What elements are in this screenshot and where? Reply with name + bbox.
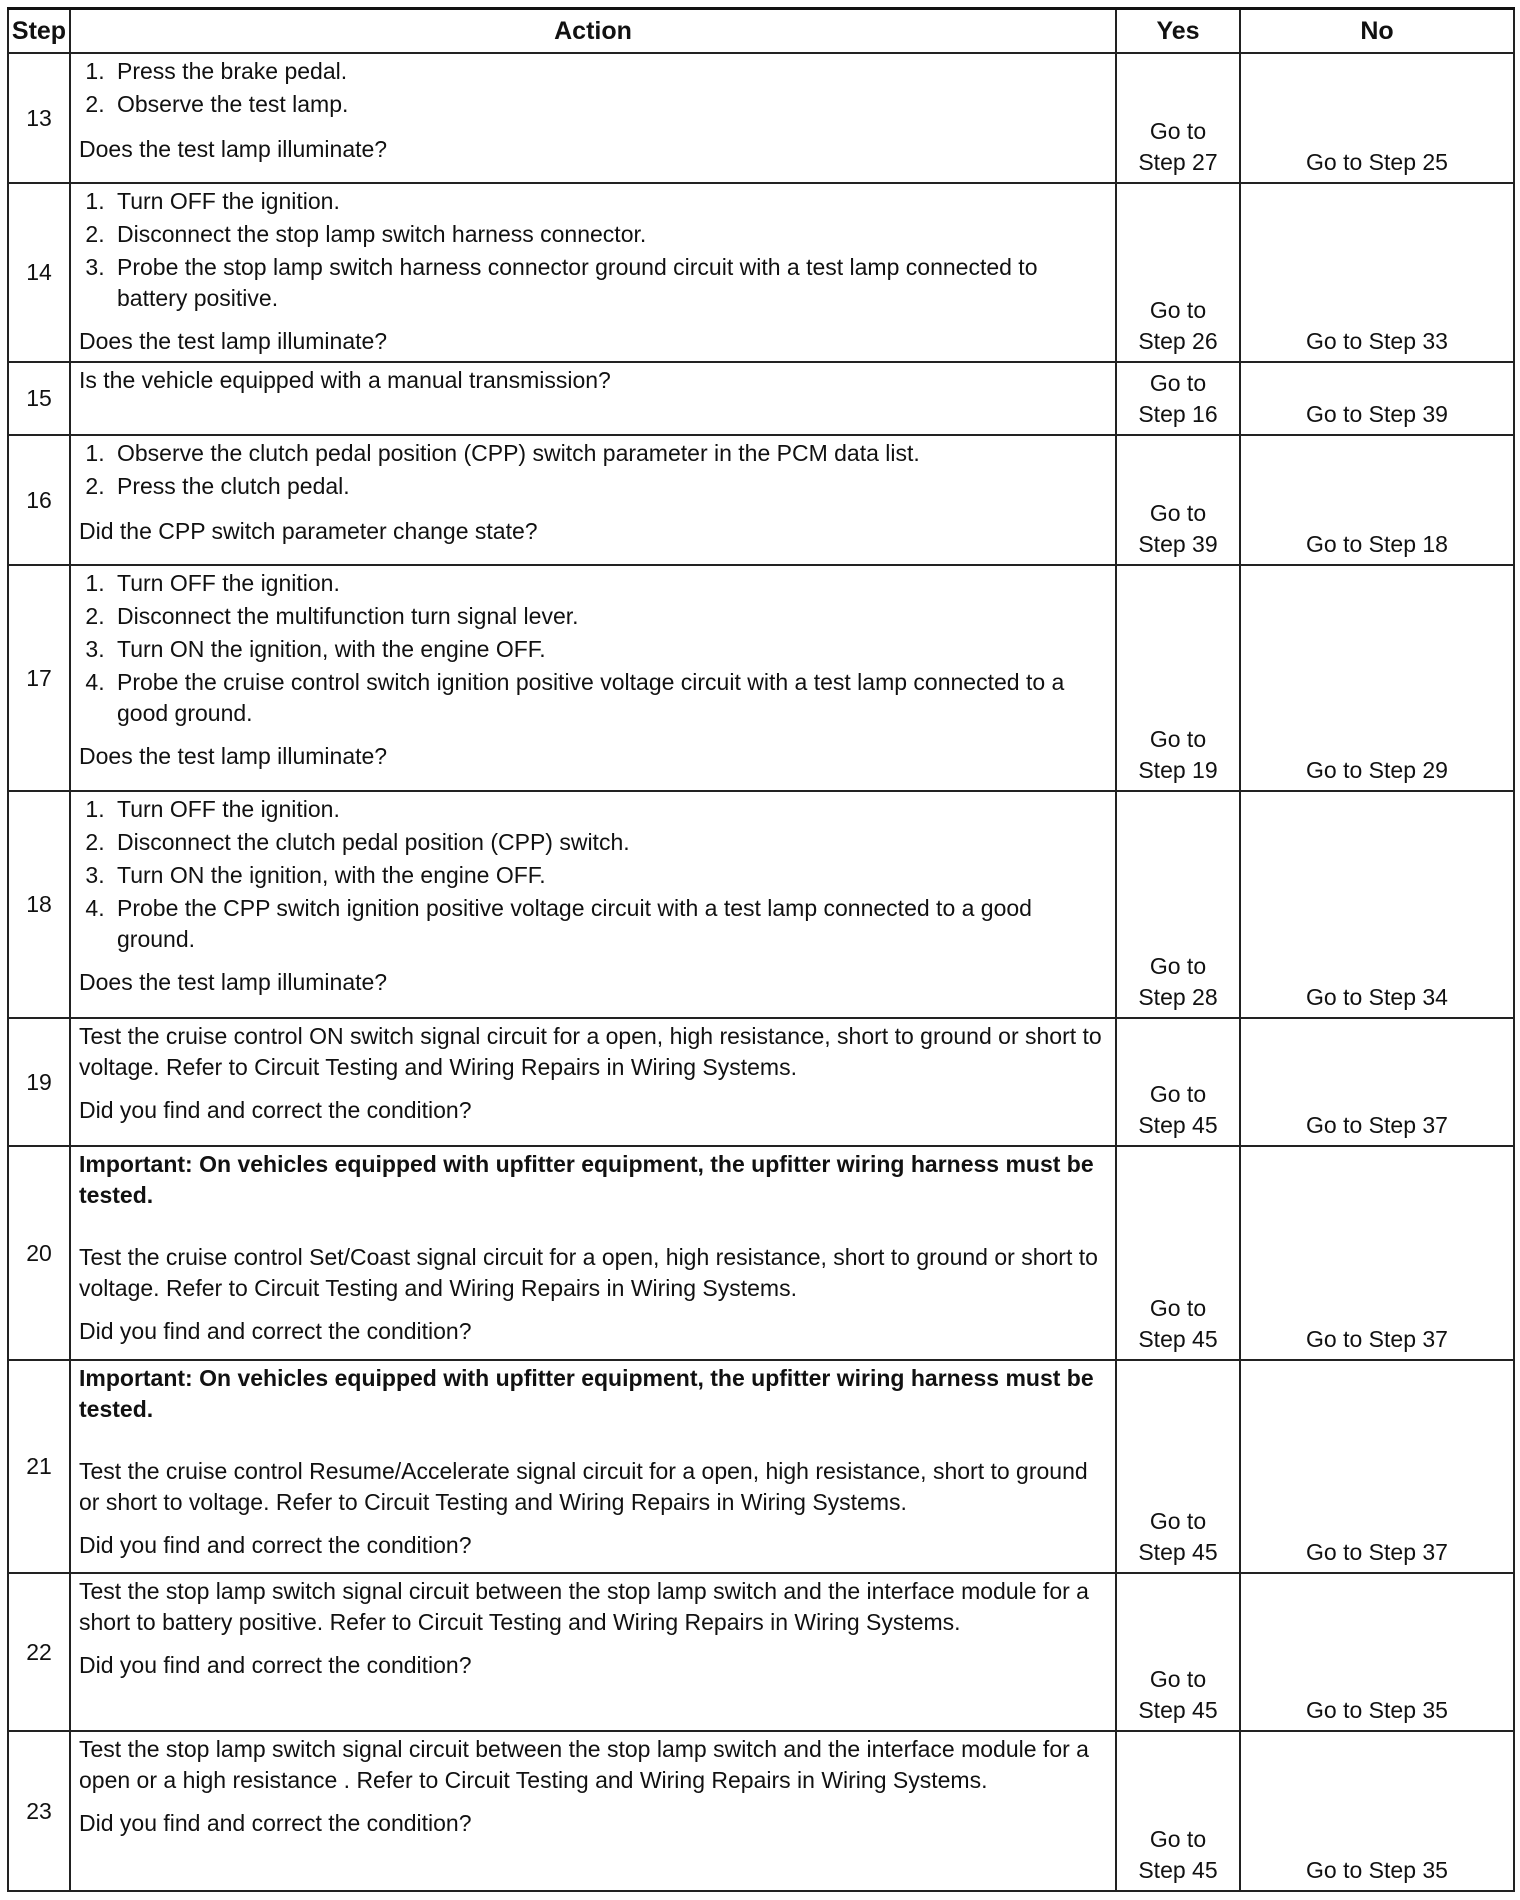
step-number: 22 xyxy=(8,1573,70,1731)
yes-cell xyxy=(1116,435,1240,565)
header-yes: Yes xyxy=(1116,9,1240,54)
question-text: Does the test lamp illuminate? xyxy=(79,743,388,769)
table-row xyxy=(8,565,1514,791)
important-note xyxy=(79,1149,1107,1211)
no-cell: Go to Step 18 xyxy=(1240,435,1514,565)
list-item: 2. Disconnect the multifunction turn signal lever. xyxy=(111,601,1107,632)
no-cell: Go to Step 35 xyxy=(1240,1731,1514,1891)
no-cell: Go to Step 25 xyxy=(1240,53,1514,183)
list-item: 1. Turn OFF the ignition. xyxy=(111,186,1107,217)
list-item: 1. Turn OFF the ignition. xyxy=(111,794,1107,825)
question-text: Did you find and correct the condition? xyxy=(79,1097,472,1123)
yes-step: Step 45 xyxy=(1138,1697,1218,1723)
step-number: 17 xyxy=(8,565,70,791)
action-cell xyxy=(70,565,1116,791)
action-text: Test the stop lamp switch signal circuit between the stop lamp switch and the interface module for a short to battery positive. Refer to Circuit Testing and Wiring Repairs in Wiring Systems. xyxy=(79,1578,1089,1635)
action-text: Is the vehicle equipped with a manual transmission? xyxy=(79,367,611,393)
step-number: 19 xyxy=(8,1018,70,1146)
yes-cell xyxy=(1116,1360,1240,1573)
header-no: No xyxy=(1240,9,1514,54)
no-cell: Go to Step 37 xyxy=(1240,1360,1514,1573)
yes-step: Step 16 xyxy=(1138,401,1218,427)
question-text: Did you find and correct the condition? xyxy=(79,1532,472,1558)
important-label: Important: xyxy=(79,1151,193,1177)
header-step: Step xyxy=(8,9,70,54)
step-number: 15 xyxy=(8,362,70,435)
yes-step: Step 27 xyxy=(1138,149,1218,175)
yes-step: Step 39 xyxy=(1138,531,1218,557)
yes-go-to: Go to xyxy=(1149,1666,1207,1692)
important-text: On vehicles equipped with upfitter equipment, the upfitter wiring harness must be tested. xyxy=(79,1151,1094,1208)
instruction-list xyxy=(79,56,1107,120)
list-item: 2. Disconnect the clutch pedal position (CPP) switch. xyxy=(111,827,1107,858)
action-cell xyxy=(70,1360,1116,1573)
list-item: 3. Turn ON the ignition, with the engine OFF. xyxy=(111,860,1107,891)
no-cell: Go to Step 34 xyxy=(1240,791,1514,1018)
action-cell xyxy=(70,435,1116,565)
list-item: 2. Disconnect the stop lamp switch harness connector. xyxy=(111,219,1107,250)
yes-go-to: Go to xyxy=(1149,1826,1207,1852)
table-row xyxy=(8,1573,1514,1731)
action-cell xyxy=(70,791,1116,1018)
yes-go-to: Go to xyxy=(1149,118,1207,144)
question-text: Did you find and correct the condition? xyxy=(79,1652,472,1678)
yes-go-to: Go to xyxy=(1149,726,1207,752)
no-cell: Go to Step 35 xyxy=(1240,1573,1514,1731)
important-text: On vehicles equipped with upfitter equipment, the upfitter wiring harness must be tested. xyxy=(79,1365,1094,1422)
no-cell: Go to Step 29 xyxy=(1240,565,1514,791)
yes-cell xyxy=(1116,1573,1240,1731)
table-row xyxy=(8,435,1514,565)
action-cell xyxy=(70,183,1116,362)
yes-go-to: Go to xyxy=(1149,500,1207,526)
list-item: 2. Observe the test lamp. xyxy=(111,89,1107,120)
yes-step: Step 45 xyxy=(1138,1112,1218,1138)
list-item: 3. Turn ON the ignition, with the engine OFF. xyxy=(111,634,1107,665)
table-row xyxy=(8,183,1514,362)
list-item: 4. Probe the CPP switch ignition positive voltage circuit with a test lamp connected to a good ground. xyxy=(111,893,1107,955)
action-cell xyxy=(70,1573,1116,1731)
header-row xyxy=(8,9,1514,54)
yes-go-to: Go to xyxy=(1149,953,1207,979)
step-number: 14 xyxy=(8,183,70,362)
yes-cell xyxy=(1116,1731,1240,1891)
action-text: Test the stop lamp switch signal circuit between the stop lamp switch and the interface module for a open or a high resistance . Refer to Circuit Testing and Wiring Repairs in Wiring Systems. xyxy=(79,1736,1089,1793)
no-cell: Go to Step 37 xyxy=(1240,1146,1514,1360)
yes-step: Step 26 xyxy=(1138,328,1218,354)
question-text: Did you find and correct the condition? xyxy=(79,1318,472,1344)
yes-cell xyxy=(1116,791,1240,1018)
yes-cell xyxy=(1116,565,1240,791)
yes-step: Step 45 xyxy=(1138,1326,1218,1352)
no-cell: Go to Step 37 xyxy=(1240,1018,1514,1146)
no-cell: Go to Step 33 xyxy=(1240,183,1514,362)
yes-cell xyxy=(1116,362,1240,435)
action-cell xyxy=(70,362,1116,435)
yes-step: Step 19 xyxy=(1138,757,1218,783)
yes-step: Step 45 xyxy=(1138,1539,1218,1565)
question-text: Did the CPP switch parameter change state? xyxy=(79,518,538,544)
table-row xyxy=(8,1146,1514,1360)
list-item: 3. Probe the stop lamp switch harness connector ground circuit with a test lamp connected to battery positive. xyxy=(111,252,1107,314)
instruction-list xyxy=(79,568,1107,729)
action-text: Test the cruise control Resume/Accelerate signal circuit for a open, high resistance, short to ground or short to voltage. Refer to Circuit Testing and Wiring Repairs in Wiring Systems. xyxy=(79,1458,1088,1515)
yes-go-to: Go to xyxy=(1149,297,1207,323)
table-row xyxy=(8,1731,1514,1891)
step-number: 21 xyxy=(8,1360,70,1573)
step-number: 16 xyxy=(8,435,70,565)
yes-step: Step 45 xyxy=(1138,1857,1218,1883)
action-text: Test the cruise control Set/Coast signal circuit for a open, high resistance, short to ground or short to voltage. Refer to Circuit Testing and Wiring Repairs in Wiring Systems. xyxy=(79,1244,1098,1301)
yes-cell xyxy=(1116,1018,1240,1146)
table-row xyxy=(8,791,1514,1018)
table-row xyxy=(8,1018,1514,1146)
instruction-list xyxy=(79,794,1107,955)
list-item: 1. Observe the clutch pedal position (CPP) switch parameter in the PCM data list. xyxy=(111,438,1107,469)
table-row xyxy=(8,53,1514,183)
question-text: Does the test lamp illuminate? xyxy=(79,328,388,354)
action-cell xyxy=(70,53,1116,183)
yes-go-to: Go to xyxy=(1149,1081,1207,1107)
important-label: Important: xyxy=(79,1365,193,1391)
yes-cell xyxy=(1116,183,1240,362)
list-item: 1. Press the brake pedal. xyxy=(111,56,1107,87)
action-text: Test the cruise control ON switch signal circuit for a open, high resistance, short to ground or short to voltage. Refer to Circuit Testing and Wiring Repairs in Wiring Systems. xyxy=(79,1023,1102,1080)
list-item: 2. Press the clutch pedal. xyxy=(111,471,1107,502)
yes-step: Step 28 xyxy=(1138,984,1218,1010)
action-cell xyxy=(70,1018,1116,1146)
step-number: 18 xyxy=(8,791,70,1018)
step-number: 20 xyxy=(8,1146,70,1360)
question-text: Does the test lamp illuminate? xyxy=(79,969,388,995)
yes-go-to: Go to xyxy=(1149,1295,1207,1321)
list-item: 1. Turn OFF the ignition. xyxy=(111,568,1107,599)
question-text: Does the test lamp illuminate? xyxy=(79,136,388,162)
action-cell xyxy=(70,1731,1116,1891)
table-row xyxy=(8,362,1514,435)
yes-go-to: Go to xyxy=(1149,370,1207,396)
header-action: Action xyxy=(70,9,1116,54)
action-cell xyxy=(70,1146,1116,1360)
yes-cell xyxy=(1116,53,1240,183)
important-note xyxy=(79,1363,1107,1425)
yes-cell xyxy=(1116,1146,1240,1360)
table-row xyxy=(8,1360,1514,1573)
question-text: Did you find and correct the condition? xyxy=(79,1810,472,1836)
no-cell: Go to Step 39 xyxy=(1240,362,1514,435)
instruction-list xyxy=(79,186,1107,314)
step-number: 13 xyxy=(8,53,70,183)
step-number: 23 xyxy=(8,1731,70,1891)
instruction-list xyxy=(79,438,1107,502)
yes-go-to: Go to xyxy=(1149,1508,1207,1534)
diagnostic-table xyxy=(7,7,1515,1892)
list-item: 4. Probe the cruise control switch ignition positive voltage circuit with a test lamp connected to a good ground. xyxy=(111,667,1107,729)
